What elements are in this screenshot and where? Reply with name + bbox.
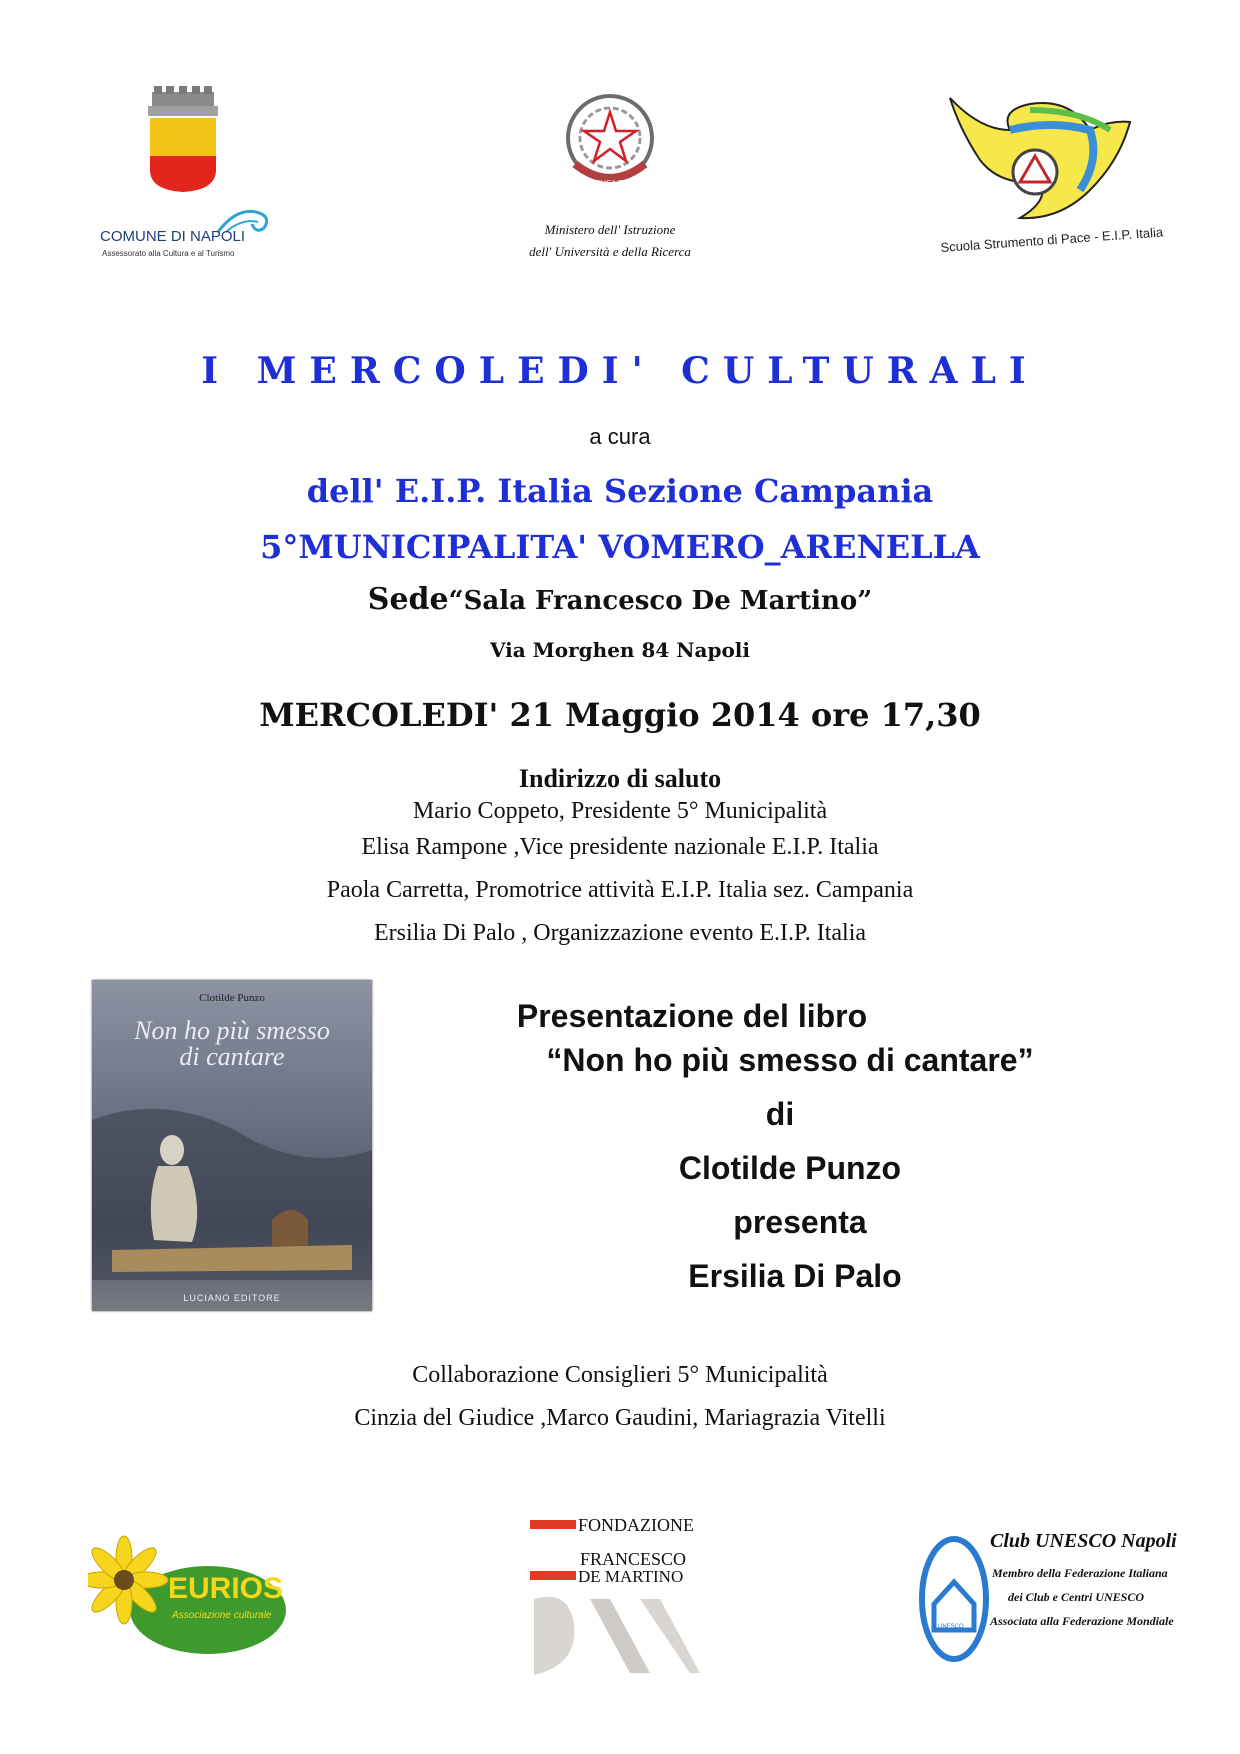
- unesco-house-icon: [918, 1534, 990, 1664]
- presentation-presenter: Ersilia Di Palo: [688, 1258, 902, 1294]
- collaboration-line-2: Cinzia del Giudice ,Marco Gaudini, Mariagrazia Vitelli: [354, 1405, 886, 1431]
- greeting-line-2: Elisa Rampone ,Vice presidente nazionale E.I.P. Italia: [361, 834, 879, 860]
- crouching-figure-illustration-icon: [92, 1080, 372, 1280]
- unesco-line-3: Associata alla Federazione Mondiale: [990, 1614, 1174, 1628]
- unesco-title: Club UNESCO Napoli: [990, 1530, 1177, 1552]
- presentation-book-title: “Non ho più smesso di cantare”: [546, 1042, 1034, 1078]
- scuola-pace-logo: [940, 90, 1164, 280]
- book-cover-title: [92, 1018, 372, 1070]
- fondazione-red-bar-2: [530, 1571, 576, 1580]
- fondazione-line-2: FRANCESCO: [580, 1549, 687, 1569]
- ministero-line-1: Ministero dell' Istruzione: [544, 222, 676, 237]
- venue-address: Via Morghen 84 Napoli: [489, 638, 750, 662]
- comune-subtitle: Assessorato alla Cultura e al Turismo: [102, 249, 235, 258]
- book-cover-publisher: LUCIANO EDITORE: [183, 1293, 281, 1303]
- venue-line: [0, 582, 1240, 617]
- a-cura-label: a cura: [589, 424, 651, 449]
- ministero-line-2: dell' Università e della Ricerca: [529, 244, 691, 259]
- venue-label: Sede: [367, 582, 449, 617]
- fondazione-red-bar-1: [530, 1520, 576, 1529]
- eurios-name: EURIOS: [168, 1572, 284, 1605]
- club-unesco-logo: [918, 1528, 1177, 1678]
- unesco-line-1: Membro della Federazione Italiana: [992, 1566, 1168, 1580]
- venue-name: “Sala Francesco De Martino”: [448, 586, 873, 616]
- greeting-line-4: Ersilia Di Palo , Organizzazione evento E.I.P. Italia: [373, 920, 867, 946]
- comune-name: COMUNE DI NAPOLI: [100, 228, 246, 245]
- book-cover-title-1: Non ho più smesso: [134, 1016, 330, 1045]
- presentation-author: Clotilde Punzo: [678, 1150, 902, 1186]
- presentation-di: di: [765, 1096, 795, 1132]
- book-cover-author: Clotilde Punzo: [199, 992, 265, 1004]
- event-title: I MERCOLEDI' CULTURALI: [201, 350, 1039, 392]
- eurios-logo: [88, 1530, 288, 1670]
- greeting-line-1: Mario Coppeto, Presidente 5° Municipalità: [412, 798, 828, 824]
- event-date: MERCOLEDI' 21 Maggio 2014 ore 17,30: [259, 696, 981, 734]
- eurios-subtitle: Associazione culturale: [172, 1610, 272, 1621]
- unesco-mark: UNESCO: [938, 1624, 964, 1630]
- organizer-line-2: 5°MUNICIPALITA' VOMERO_ARENELLA: [260, 528, 980, 566]
- comune-napoli-logo: [96, 86, 276, 266]
- napoli-coat-of-arms-icon: [96, 86, 276, 206]
- ministero-logo: [500, 86, 720, 266]
- fondazione-line-1: FONDAZIONE: [578, 1515, 694, 1535]
- fondazione-de-martino-logo: [530, 1515, 730, 1685]
- presentation-line-1: Presentazione del libro: [516, 998, 868, 1034]
- fondazione-line-3: DE MARTINO: [578, 1567, 684, 1586]
- collaboration-line-1: Collaborazione Consiglieri 5° Municipalità: [412, 1362, 828, 1388]
- dove-of-peace-icon: [940, 90, 1140, 230]
- unesco-line-2: dei Club e Centri UNESCO: [1008, 1590, 1145, 1604]
- greeting-line-3: Paola Carretta, Promotrice attività E.I.P. Italia sez. Campania: [326, 877, 914, 903]
- presentation-presenta: presenta: [733, 1204, 867, 1240]
- scuola-name: Scuola Strumento di Pace - E.I.P. Italia: [940, 224, 1164, 255]
- organizer-line-1: dell' E.I.P. Italia Sezione Campania: [306, 472, 934, 510]
- ministero-ring-text: REPVBBLICA ITALIANA: [571, 180, 649, 187]
- book-cover-title-2: di cantare: [179, 1042, 285, 1071]
- fondazione-mark-icon: [530, 1595, 700, 1680]
- book-cover: [92, 980, 372, 1311]
- greetings-heading: Indirizzo di saluto: [518, 764, 722, 793]
